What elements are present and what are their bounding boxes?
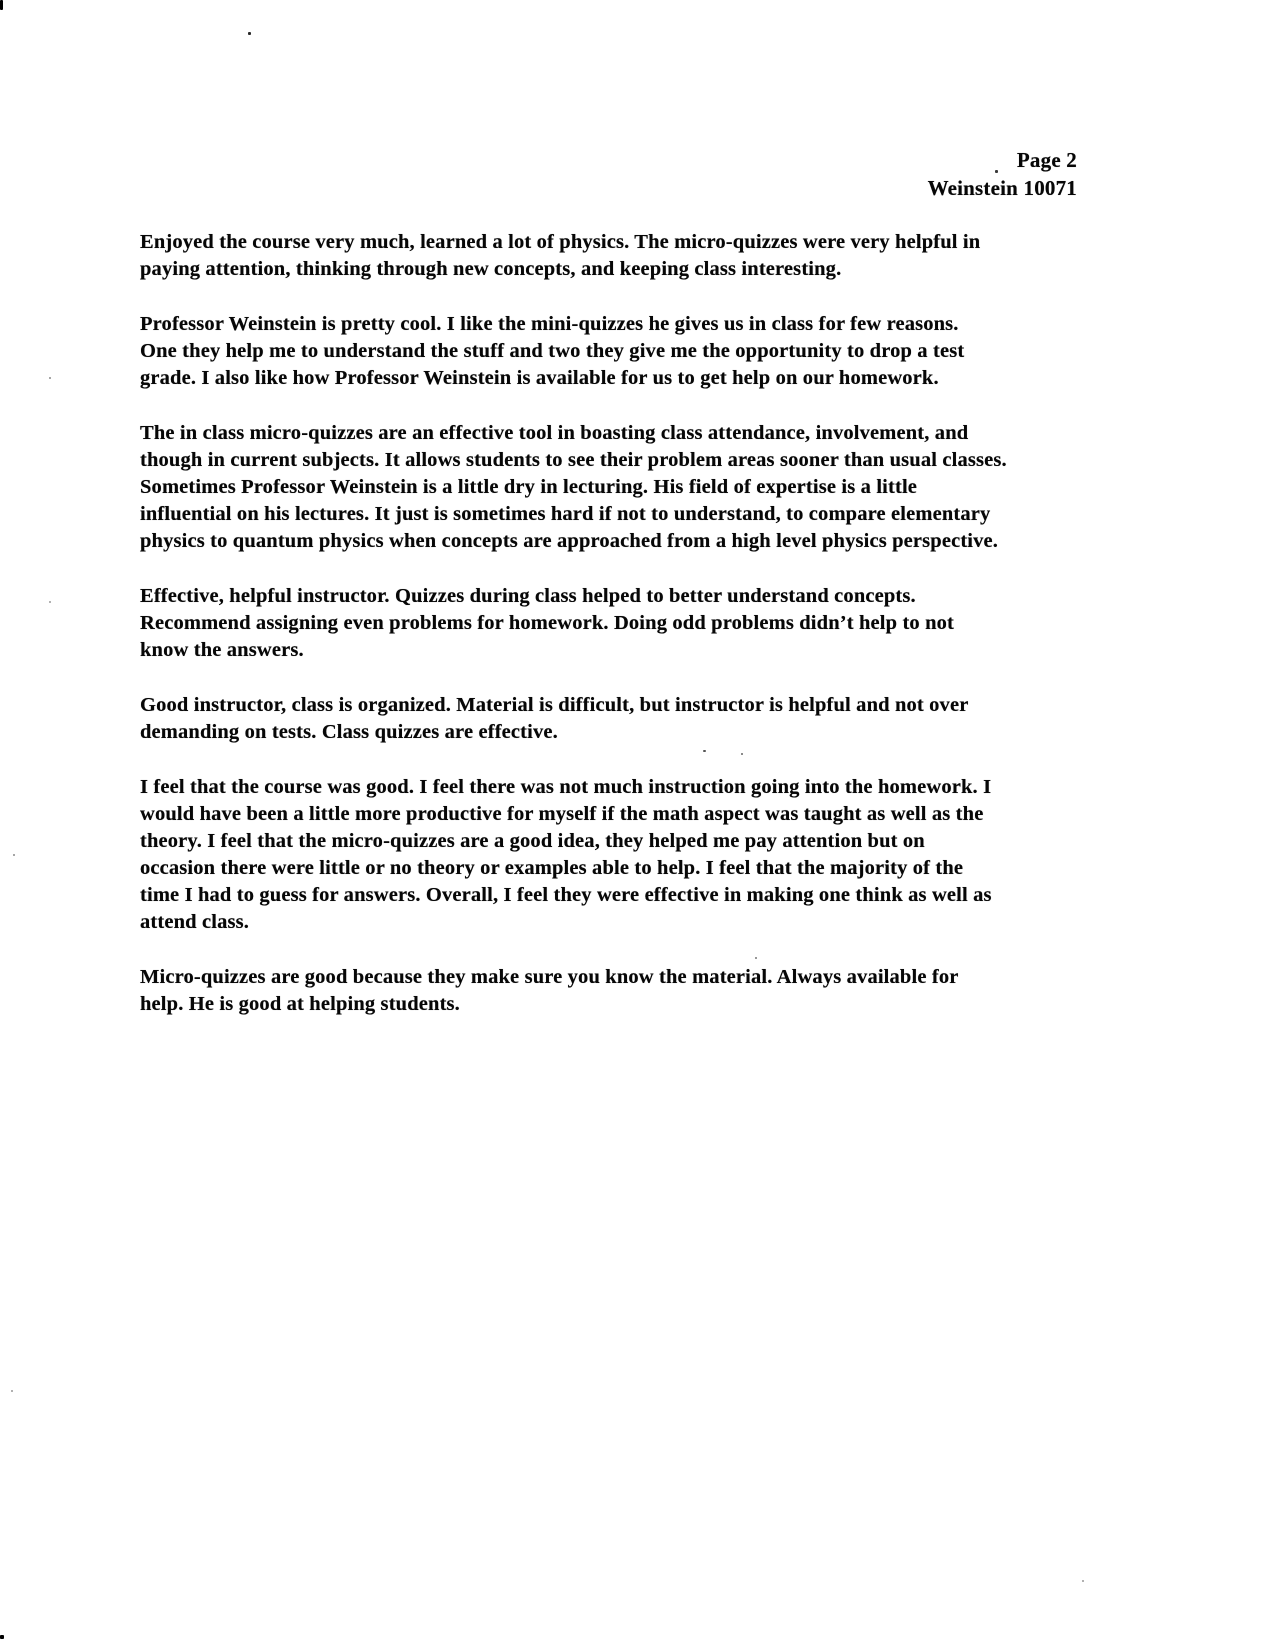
- scan-edge-mark: [0, 1635, 4, 1639]
- scan-speck: [13, 854, 15, 856]
- scan-speck: [995, 170, 998, 173]
- comment-paragraph: Good instructor, class is organized. Material is difficult, but instructor is helpful and not over demanding on tests. Class quizzes are effective.: [140, 694, 969, 743]
- comment-paragraph: I feel that the course was good. I feel there was not much instruction going into the homework. I would have been a little more productive for myself if the math aspect was taught as well as the theory. I feel that the micro-quizzes are a good idea, they helped me pay attention but on occasion there were little or no theory or examples able to help. I feel that the majority of the time I had to guess for answers. Overall, I feel they were effective in making one think as well as attend class.: [140, 776, 992, 933]
- scan-speck: [755, 957, 757, 959]
- scan-speck: [248, 32, 251, 35]
- comment-paragraph: Micro-quizzes are good because they make sure you know the material. Always available for help. He is good at helping students.: [140, 966, 959, 1015]
- page-header: [928, 146, 1077, 202]
- scan-speck: [741, 753, 743, 755]
- scan-speck: [11, 1390, 13, 1392]
- scan-edge-mark: [0, 0, 3, 10]
- comment-paragraph: Professor Weinstein is pretty cool. I like the mini-quizzes he gives us in class for few reasons. One they help me to understand the stuff and two they give me the opportunity to drop a test grade. I also like how Professor Weinstein is available for us to get help on our homework.: [140, 313, 965, 389]
- page-number-label: Page 2: [1016, 148, 1077, 172]
- scan-speck: [1082, 1580, 1084, 1582]
- scan-speck: [49, 377, 51, 379]
- comment-paragraph: Effective, helpful instructor. Quizzes during class helped to better understand concepts. Recommend assigning even problems for homework. Doing odd problems didn’t help to not know the answers.: [140, 585, 955, 661]
- comments-section: [140, 229, 1150, 1046]
- scan-speck: [703, 750, 706, 752]
- comment-paragraph: The in class micro-quizzes are an effective tool in boasting class attendance, involvement, and though in current subjects. It allows students to see their problem areas sooner than usual classes. Sometimes Professor Weinstein is a little dry in lecturing. His field of expertise is a little influential on his lectures. It just is sometimes hard if not to understand, to compare elementary physics to quantum physics when concepts are approached from a high level physics perspective.: [140, 422, 1007, 552]
- scan-speck: [49, 601, 51, 603]
- comment-paragraph: Enjoyed the course very much, learned a lot of physics. The micro-quizzes were very helpful in paying attention, thinking through new concepts, and keeping class interesting.: [140, 231, 981, 280]
- document-id-label: Weinstein 10071: [927, 176, 1077, 200]
